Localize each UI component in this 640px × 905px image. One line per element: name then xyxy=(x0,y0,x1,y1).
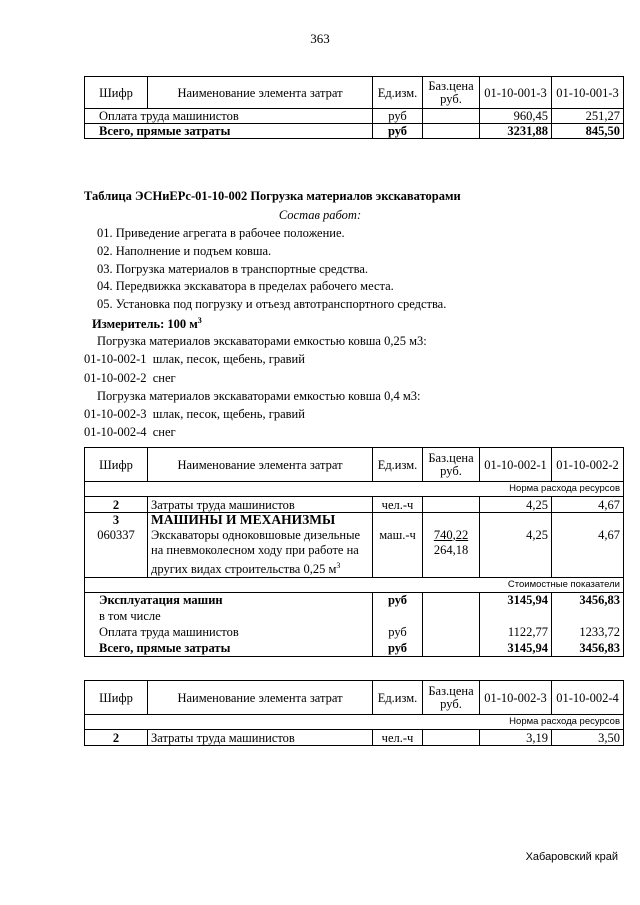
row-code: 3 xyxy=(85,513,148,528)
header-cipher: Шифр xyxy=(85,77,148,109)
row-price: 740,22 264,18 xyxy=(423,528,480,578)
row-total-value-1: 3231,88 xyxy=(480,124,552,139)
section-subtitle: Состав работ: xyxy=(278,208,362,222)
work-step: 03. Погрузка материалов в транспортные средства. xyxy=(97,262,369,276)
header-code-1: 01-10-002-1 xyxy=(480,448,552,482)
work-step: 04. Передвижка экскаватора в пределах рабочего места. xyxy=(97,279,394,293)
header-cipher: Шифр xyxy=(85,681,148,715)
row-value-2: 4,67 xyxy=(552,528,624,578)
group-heading: Погрузка материалов экскаваторами емкостью ковша 0,25 м3: xyxy=(97,334,427,348)
row-name: Оплата труда машинистов xyxy=(85,109,373,124)
cost-row-unit: руб xyxy=(373,592,423,608)
header-unit: Ед.изм. xyxy=(373,681,423,715)
row-value-1: 960,45 xyxy=(480,109,552,124)
table-3 xyxy=(84,680,624,746)
cost-row-value-1: 3145,94 xyxy=(480,592,552,608)
header-price: Баз.цена руб. xyxy=(423,77,480,109)
header-code-1: 01-10-001-3 xyxy=(480,77,552,109)
row-code: 2 xyxy=(85,730,148,746)
header-unit: Ед.изм. xyxy=(373,77,423,109)
cost-label: Стоимостные показатели xyxy=(85,577,624,592)
row-value-1: 4,25 xyxy=(480,528,552,578)
code-line: 01-10-002-3 шлак, песок, щебень, гравий xyxy=(84,407,305,421)
row-unit: чел.-ч xyxy=(373,730,423,746)
code-line: 01-10-002-2 снег xyxy=(84,371,176,385)
header-price: Баз.цена руб. xyxy=(423,448,480,482)
work-step: 02. Наполнение и подъем ковша. xyxy=(97,244,272,258)
cost-row-value-2: 3456,83 xyxy=(552,592,624,608)
norm-label: Норма расхода ресурсов xyxy=(85,482,624,497)
header-code-2: 01-10-001-3 xyxy=(552,77,624,109)
cost-row-name: Оплата труда машинистов xyxy=(85,624,373,640)
header-name: Наименование элемента затрат xyxy=(148,681,373,715)
row-unit: маш.-ч xyxy=(373,528,423,578)
footer-region: Хабаровский край xyxy=(525,851,618,863)
cost-total-value-2: 3456,83 xyxy=(552,640,624,656)
norm-label: Норма расхода ресурсов xyxy=(85,715,624,730)
header-cipher: Шифр xyxy=(85,448,148,482)
row-name: Затраты труда машинистов xyxy=(148,730,373,746)
row-total-value-2: 845,50 xyxy=(552,124,624,139)
row-value-2: 251,27 xyxy=(552,109,624,124)
cost-total-value-1: 3145,94 xyxy=(480,640,552,656)
row-value-1: 4,25 xyxy=(480,497,552,513)
row-value-2: 4,67 xyxy=(552,497,624,513)
table-2 xyxy=(84,447,624,657)
header-code-1: 01-10-002-3 xyxy=(480,681,552,715)
section-title: Таблица ЭСНиЕРс-01-10-002 Погрузка материалов экскаваторами xyxy=(84,189,461,203)
cost-row-value-1: 1122,77 xyxy=(480,624,552,640)
row-total-unit: руб xyxy=(373,124,423,139)
cost-row-name: Эксплуатация машин xyxy=(85,592,373,608)
row-value-2: 3,50 xyxy=(552,730,624,746)
header-unit: Ед.изм. xyxy=(373,448,423,482)
code-line: 01-10-002-1 шлак, песок, щебень, гравий xyxy=(84,352,305,366)
work-step: 05. Установка под погрузку и отъезд автотранспортного средства. xyxy=(97,297,447,311)
header-price: Баз.цена руб. xyxy=(423,681,480,715)
header-code-2: 01-10-002-4 xyxy=(552,681,624,715)
row-name: Затраты труда машинистов xyxy=(148,497,373,513)
cost-total-name: Всего, прямые затраты xyxy=(85,640,373,656)
cost-total-unit: руб xyxy=(373,640,423,656)
row-unit: руб xyxy=(373,109,423,124)
excavator-name: Экскаваторы одноковшовые дизельные на пневмоколесном ходу при работе на других видах строительства 0,25 $м^3$ xyxy=(148,528,373,578)
page-number: 363 xyxy=(310,31,330,46)
row-value-1: 3,19 xyxy=(480,730,552,746)
row-code: 060337 xyxy=(85,528,148,578)
measure: Измеритель: 100 $м^3$ xyxy=(92,316,202,332)
row-code: 2 xyxy=(85,497,148,513)
work-step: 01. Приведение агрегата в рабочее положение. xyxy=(97,226,345,240)
machines-heading: МАШИНЫ И МЕХАНИЗМЫ xyxy=(148,513,373,528)
cost-row-name: в том числе xyxy=(85,608,373,624)
table-1 xyxy=(84,76,624,139)
row-unit: чел.-ч xyxy=(373,497,423,513)
group-heading: Погрузка материалов экскаваторами емкостью ковша 0,4 м3: xyxy=(97,389,421,403)
code-line: 01-10-002-4 снег xyxy=(84,425,176,439)
row-total-name: Всего, прямые затраты xyxy=(85,124,373,139)
header-name: Наименование элемента затрат xyxy=(148,77,373,109)
header-name: Наименование элемента затрат xyxy=(148,448,373,482)
header-code-2: 01-10-002-2 xyxy=(552,448,624,482)
cost-row-value-2: 1233,72 xyxy=(552,624,624,640)
cost-row-unit: руб xyxy=(373,624,423,640)
